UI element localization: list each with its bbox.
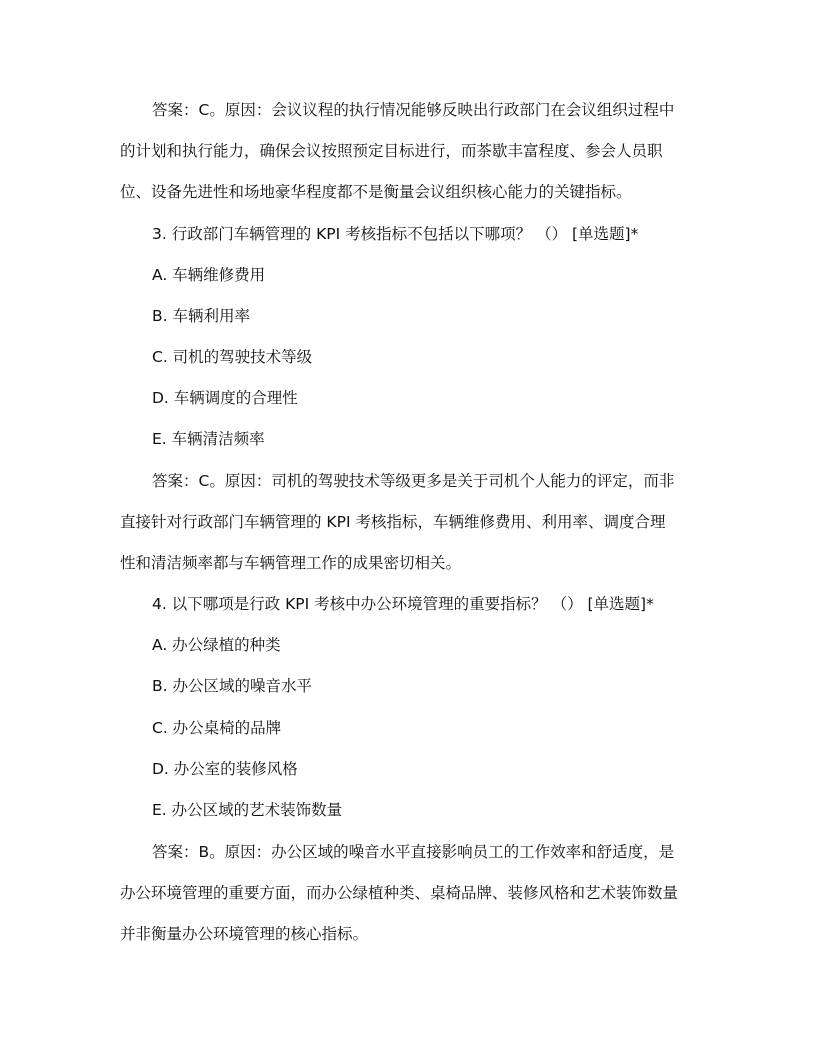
- q4-option-e: E. 办公区域的艺术装饰数量: [152, 801, 343, 819]
- q2-answer-line: 的计划和执行能力，确保会议按照预定目标进行，而茶歇丰富程度、参会人员职: [120, 142, 663, 160]
- q3-answer-line: 直接针对行政部门车辆管理的 KPI 考核指标，车辆维修费用、利用率、调度合理: [120, 513, 666, 531]
- q4-option-d: D. 办公室的装修风格: [152, 760, 298, 778]
- q3-option-e: E. 车辆清洁频率: [152, 430, 265, 448]
- q3-option-a: A. 车辆维修费用: [152, 266, 266, 284]
- q4-option-a: A. 办公绿植的种类: [152, 636, 281, 654]
- q3-answer-line: 答案：C。原因：司机的驾驶技术等级更多是关于司机个人能力的评定，而非: [152, 472, 675, 490]
- q2-answer-line: 答案：C。原因：会议议程的执行情况能够反映出行政部门在会议组织过程中: [152, 101, 675, 119]
- q3-option-c: C. 司机的驾驶技术等级: [152, 348, 313, 366]
- q3-option-b: B. 车辆利用率: [152, 307, 250, 325]
- q4-option-c: C. 办公桌椅的品牌: [152, 719, 282, 737]
- q2-answer-line: 位、设备先进性和场地豪华程度都不是衡量会议组织核心能力的关键指标。: [120, 183, 632, 201]
- q4-answer-line: 答案：B。原因：办公区域的噪音水平直接影响员工的工作效率和舒适度，是: [152, 843, 675, 861]
- q4-answer-line: 并非衡量办公环境管理的核心指标。: [120, 925, 369, 943]
- q4-option-b: B. 办公区域的噪音水平: [152, 677, 312, 695]
- q3-question: 3. 行政部门车辆管理的 KPI 考核指标不包括以下哪项？ （） [单选题]*: [152, 225, 639, 243]
- q3-answer-line: 性和清洁频率都与车辆管理工作的成果密切相关。: [120, 554, 462, 572]
- q3-option-d: D. 车辆调度的合理性: [152, 389, 298, 407]
- q4-question: 4. 以下哪项是行政 KPI 考核中办公环境管理的重要指标？ （） [单选题]*: [152, 595, 654, 613]
- q4-answer-line: 办公环境管理的重要方面，而办公绿植种类、桌椅品牌、装修风格和艺术装饰数量: [120, 884, 679, 902]
